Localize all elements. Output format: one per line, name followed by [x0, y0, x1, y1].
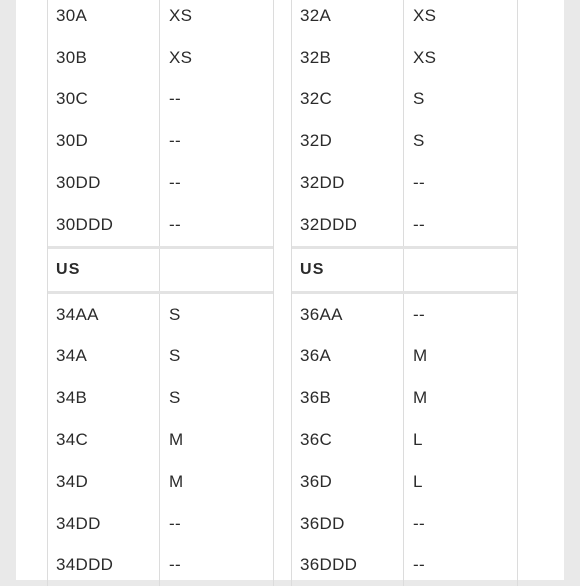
band-cup-size: 34DD	[48, 503, 160, 545]
band-cup-size: 36DD	[292, 503, 404, 545]
band-cup-size: 36D	[292, 461, 404, 503]
size-table-right	[291, 0, 518, 586]
band-cup-size: 36A	[292, 336, 404, 378]
table-row	[48, 37, 273, 79]
table-row	[48, 120, 273, 162]
table-row	[292, 0, 517, 37]
converted-size: --	[413, 173, 425, 193]
converted-size: S	[413, 131, 425, 151]
table-row	[292, 120, 517, 162]
band-cup-size: 36DDD	[292, 545, 404, 586]
band-cup-size: 30A	[48, 0, 160, 37]
band-cup-size: 30C	[48, 79, 160, 121]
table-row	[48, 162, 273, 204]
table-row	[48, 294, 273, 336]
band-cup-size: 34D	[48, 461, 160, 503]
converted-size: --	[169, 513, 181, 533]
converted-size: XS	[413, 47, 437, 67]
converted-size: --	[169, 555, 181, 575]
table-row	[48, 0, 273, 37]
band-cup-size: 32B	[292, 37, 404, 79]
converted-size: XS	[169, 47, 193, 67]
band-cup-size: 32C	[292, 79, 404, 121]
table-row	[292, 377, 517, 419]
converted-size: XS	[169, 5, 193, 25]
band-cup-size: 34AA	[48, 294, 160, 336]
band-cup-size: 30DDD	[48, 204, 160, 246]
region-label: US	[48, 249, 160, 291]
converted-size: L	[413, 430, 423, 450]
size-table-left	[47, 0, 274, 586]
converted-size: --	[413, 304, 425, 324]
table-row	[48, 461, 273, 503]
table-row	[292, 79, 517, 121]
header-blank-cell	[404, 249, 517, 291]
converted-size: S	[169, 388, 181, 408]
converted-size: M	[413, 388, 428, 408]
table-row	[292, 294, 517, 336]
table-row	[292, 204, 517, 246]
region-label: US	[292, 249, 404, 291]
band-cup-size: 36B	[292, 377, 404, 419]
converted-size: --	[169, 131, 181, 151]
converted-size: --	[169, 173, 181, 193]
table-row	[292, 162, 517, 204]
table-section-header	[292, 246, 517, 294]
table-row	[292, 419, 517, 461]
table-row	[48, 204, 273, 246]
table-row	[48, 503, 273, 545]
band-cup-size: 32DDD	[292, 204, 404, 246]
band-cup-size: 36AA	[292, 294, 404, 336]
table-row	[48, 419, 273, 461]
converted-size: --	[169, 214, 181, 234]
converted-size: L	[413, 471, 423, 491]
converted-size: M	[169, 430, 184, 450]
band-cup-size: 32A	[292, 0, 404, 37]
band-cup-size: 34DDD	[48, 545, 160, 586]
band-cup-size: 32D	[292, 120, 404, 162]
band-cup-size: 30D	[48, 120, 160, 162]
converted-size: S	[169, 304, 181, 324]
band-cup-size: 30B	[48, 37, 160, 79]
converted-size: --	[413, 214, 425, 234]
converted-size: --	[413, 513, 425, 533]
band-cup-size: 30DD	[48, 162, 160, 204]
converted-size: M	[413, 346, 428, 366]
table-row	[48, 336, 273, 378]
table-row	[292, 336, 517, 378]
converted-size: --	[413, 555, 425, 575]
table-row	[292, 503, 517, 545]
band-cup-size: 34B	[48, 377, 160, 419]
table-row	[48, 79, 273, 121]
header-blank-cell	[160, 249, 273, 291]
table-row	[292, 37, 517, 79]
table-row	[48, 377, 273, 419]
band-cup-size: 34A	[48, 336, 160, 378]
converted-size: S	[413, 89, 425, 109]
band-cup-size: 32DD	[292, 162, 404, 204]
converted-size: --	[169, 89, 181, 109]
size-chart-page	[16, 0, 564, 580]
table-section-header	[48, 246, 273, 294]
band-cup-size: 36C	[292, 419, 404, 461]
converted-size: M	[169, 471, 184, 491]
converted-size: XS	[413, 5, 437, 25]
band-cup-size: 34C	[48, 419, 160, 461]
converted-size: S	[169, 346, 181, 366]
table-row	[292, 461, 517, 503]
